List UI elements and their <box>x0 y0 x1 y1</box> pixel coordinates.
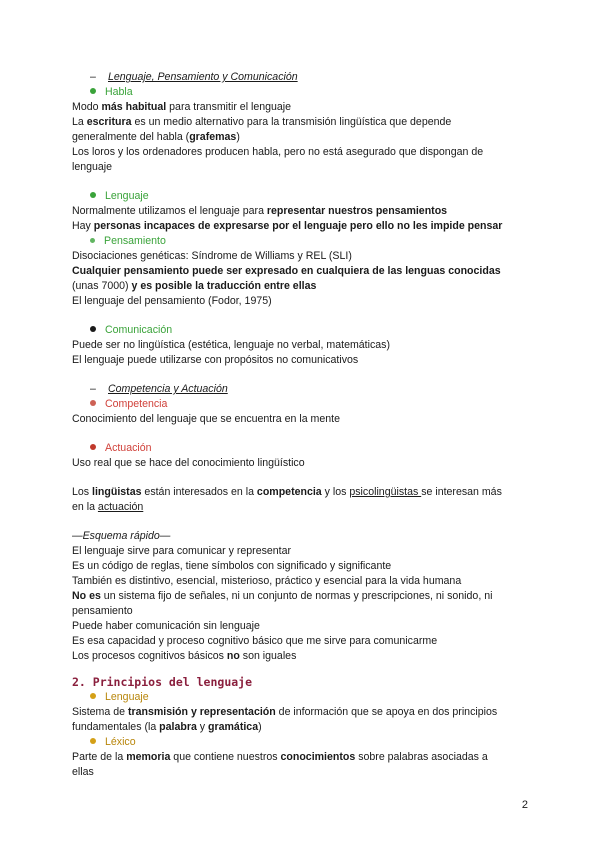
page-number: 2 <box>521 799 528 811</box>
paragraph-line: Puede haber comunicación sin lenguaje <box>72 620 260 632</box>
paragraph-line: Es un código de reglas, tiene símbolos con significado y significante <box>72 560 392 572</box>
bullet-pensamiento: Pensamiento <box>72 234 532 249</box>
bullet-habla: Habla <box>72 85 532 100</box>
paragraph-line: Modo más habitual para transmitir el lenguaje <box>72 101 292 113</box>
paragraph-line: Sistema de transmisión y representación de información que se apoya en dos principios <box>72 706 498 718</box>
paragraph-line: Parte de la memoria que contiene nuestros conocimientos sobre palabras asociadas a <box>72 751 488 763</box>
bullet-dot-icon <box>90 326 96 332</box>
bullet-dot-icon <box>90 88 96 94</box>
paragraph-line: Hay personas incapaces de expresarse por el lenguaje pero ello no les impide pensar <box>72 220 503 232</box>
section-heading-ca: – Competencia y Actuación <box>90 383 228 395</box>
paragraph-line: Es esa capacidad y proceso cognitivo básico que me sirve para comunicarme <box>72 635 438 647</box>
paragraph-line: Conocimiento del lenguaje que se encuentra en la mente <box>72 413 340 425</box>
bullet-dot-icon <box>90 693 96 699</box>
paragraph-line: Los lingüistas están interesados en la competencia y los psicolingüistas se interesan más <box>72 486 502 498</box>
paragraph-line: Uso real que se hace del conocimiento lingüístico <box>72 457 305 469</box>
bullet-dot-icon <box>90 444 96 450</box>
paragraph-line: La escritura es un medio alternativo para la transmisión lingüística que depende <box>72 116 452 128</box>
paragraph-line: Normalmente utilizamos el lenguaje para representar nuestros pensamientos <box>72 205 448 217</box>
paragraph-line: lenguaje <box>72 161 113 173</box>
paragraph-line: No es un sistema fijo de señales, ni un conjunto de normas y prescripciones, ni sonido, ni <box>72 590 493 602</box>
esquema-title: —Esquema rápido— <box>72 530 171 542</box>
paragraph-line: en la actuación <box>72 501 144 513</box>
bullet-principios-lenguaje: Lenguaje <box>72 690 532 705</box>
bullet-comunicacion: Comunicación <box>72 323 532 338</box>
paragraph-line: Cualquier pensamiento puede ser expresado en cualquiera de las lenguas conocidas <box>72 265 501 277</box>
paragraph-line: Los procesos cognitivos básicos no son iguales <box>72 650 297 662</box>
paragraph-line: Los loros y los ordenadores producen habla, pero no está asegurado que dispongan de <box>72 146 484 158</box>
paragraph-line: El lenguaje puede utilizarse con propósitos no comunicativos <box>72 354 359 366</box>
bullet-dot-icon <box>90 192 96 198</box>
bullet-dot-icon <box>90 238 95 243</box>
paragraph-line: El lenguaje sirve para comunicar y representar <box>72 545 292 557</box>
document-page <box>72 70 532 780</box>
paragraph-line: fundamentales (la palabra y gramática) <box>72 721 262 733</box>
paragraph-line: generalmente del habla (grafemas) <box>72 131 240 143</box>
section-heading-lpc: – Lenguaje, Pensamiento y Comunicación <box>90 71 298 83</box>
dash-marker: – <box>90 71 96 83</box>
paragraph-line: (unas 7000) y es posible la traducción entre ellas <box>72 280 317 292</box>
section-title-principios: 2. Principios del lenguaje <box>72 675 253 689</box>
paragraph-line: También es distintivo, esencial, misterioso, práctico y esencial para la vida humana <box>72 575 462 587</box>
dash-marker: – <box>90 383 96 395</box>
paragraph-line: El lenguaje del pensamiento (Fodor, 1975) <box>72 295 272 307</box>
paragraph-line: pensamiento <box>72 605 133 617</box>
paragraph-line: ellas <box>72 766 94 778</box>
bullet-dot-icon <box>90 400 96 406</box>
bullet-dot-icon <box>90 738 96 744</box>
bullet-lenguaje: Lenguaje <box>72 189 532 204</box>
paragraph-line: Puede ser no lingüística (estética, lenguaje no verbal, matemáticas) <box>72 339 390 351</box>
paragraph-line: Disociaciones genéticas: Síndrome de Williams y REL (SLI) <box>72 250 352 262</box>
bullet-actuacion: Actuación <box>72 441 532 456</box>
bullet-lexico: Léxico <box>72 735 532 750</box>
bullet-competencia: Competencia <box>72 397 532 412</box>
